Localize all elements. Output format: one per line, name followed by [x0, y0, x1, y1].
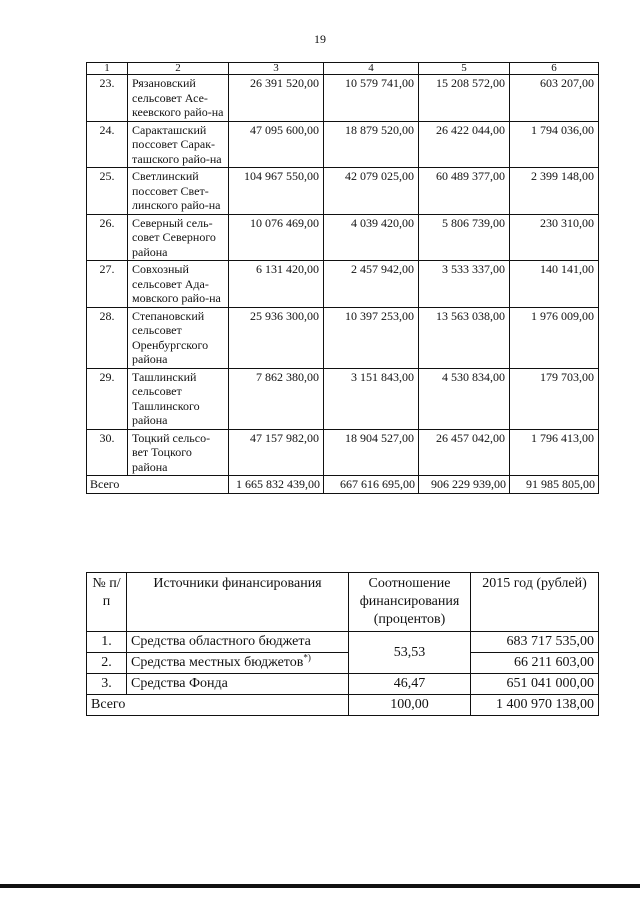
municipality-name: Степановский сельсовет Оренбургского района	[128, 307, 229, 368]
source-name: Средства местных бюджетов	[131, 655, 304, 670]
municipality-name: Ташлинский сельсовет Ташлинского района	[128, 368, 229, 429]
column-number-header-row	[87, 63, 599, 75]
table-row	[87, 307, 599, 368]
total-ratio: 100,00	[349, 695, 471, 716]
source-name-cell	[127, 653, 349, 674]
value-cell: 1 796 413,00	[510, 429, 599, 476]
row-number: 23.	[87, 75, 128, 122]
municipality-name: Тоцкий сельсо-вет Тоцкого района	[128, 429, 229, 476]
value-cell: 6 131 420,00	[229, 261, 324, 308]
value-cell: 10 397 253,00	[324, 307, 419, 368]
bottom-border-line	[0, 884, 640, 888]
column-header: 1	[87, 63, 128, 75]
value-cell: 179 703,00	[510, 368, 599, 429]
row-number: 30.	[87, 429, 128, 476]
total-cell: 91 985 805,00	[510, 476, 599, 494]
value-cell: 26 391 520,00	[229, 75, 324, 122]
value-cell: 26 422 044,00	[419, 121, 510, 168]
amount: 651 041 000,00	[471, 674, 599, 695]
municipality-name: Саракташский поссовет Сарак-ташского райо-на	[128, 121, 229, 168]
value-cell: 230 310,00	[510, 214, 599, 261]
value-cell: 15 208 572,00	[419, 75, 510, 122]
value-cell: 2 399 148,00	[510, 168, 599, 215]
source-name: Средства областного бюджета	[127, 632, 349, 653]
value-cell: 104 967 550,00	[229, 168, 324, 215]
table-total-row	[87, 695, 599, 716]
municipality-name: Рязановский сельсовет Асе-кеевского райо-на	[128, 75, 229, 122]
table-row	[87, 168, 599, 215]
municipality-name: Совхозный сельсовет Ада-мовского райо-на	[128, 261, 229, 308]
value-cell: 18 904 527,00	[324, 429, 419, 476]
value-cell: 5 806 739,00	[419, 214, 510, 261]
value-cell: 10 076 469,00	[229, 214, 324, 261]
total-cell: 1 665 832 439,00	[229, 476, 324, 494]
page-number: 19	[314, 32, 326, 46]
table-row	[87, 75, 599, 122]
value-cell: 18 879 520,00	[324, 121, 419, 168]
value-cell: 13 563 038,00	[419, 307, 510, 368]
value-cell: 1 794 036,00	[510, 121, 599, 168]
value-cell: 47 095 600,00	[229, 121, 324, 168]
source-name: Средства Фонда	[127, 674, 349, 695]
table-row	[87, 429, 599, 476]
table-row	[87, 632, 599, 653]
header-year: 2015 год (рублей)	[471, 573, 599, 632]
footnote-mark: *)	[303, 652, 311, 663]
header-number: № п/п	[87, 573, 127, 632]
municipality-name: Северный сель-совет Северного района	[128, 214, 229, 261]
value-cell: 2 457 942,00	[324, 261, 419, 308]
row-number: 27.	[87, 261, 128, 308]
header-ratio: Соотношение финансирования (процентов)	[349, 573, 471, 632]
value-cell: 10 579 741,00	[324, 75, 419, 122]
table-row	[87, 214, 599, 261]
amount: 683 717 535,00	[471, 632, 599, 653]
row-number: 26.	[87, 214, 128, 261]
table-row	[87, 121, 599, 168]
total-label: Всего	[87, 695, 349, 716]
total-label: Всего	[87, 476, 229, 494]
total-amount: 1 400 970 138,00	[471, 695, 599, 716]
value-cell: 603 207,00	[510, 75, 599, 122]
value-cell: 25 936 300,00	[229, 307, 324, 368]
value-cell: 3 533 337,00	[419, 261, 510, 308]
column-header: 4	[324, 63, 419, 75]
header-source: Источники финансирования	[127, 573, 349, 632]
value-cell: 60 489 377,00	[419, 168, 510, 215]
row-number: 1.	[87, 632, 127, 653]
funding-sources-table	[86, 572, 599, 716]
column-header: 2	[128, 63, 229, 75]
value-cell: 4 530 834,00	[419, 368, 510, 429]
ratio: 46,47	[349, 674, 471, 695]
row-number: 24.	[87, 121, 128, 168]
total-cell: 906 229 939,00	[419, 476, 510, 494]
row-number: 2.	[87, 653, 127, 674]
column-header: 6	[510, 63, 599, 75]
row-number: 29.	[87, 368, 128, 429]
table-row	[87, 653, 599, 674]
value-cell: 1 976 009,00	[510, 307, 599, 368]
value-cell: 7 862 380,00	[229, 368, 324, 429]
value-cell: 42 079 025,00	[324, 168, 419, 215]
total-cell: 667 616 695,00	[324, 476, 419, 494]
municipalities-funding-table	[86, 62, 599, 494]
value-cell: 140 141,00	[510, 261, 599, 308]
value-cell: 4 039 420,00	[324, 214, 419, 261]
table-header-row	[87, 573, 599, 632]
value-cell: 3 151 843,00	[324, 368, 419, 429]
table-total-row	[87, 476, 599, 494]
table-row	[87, 674, 599, 695]
row-number: 3.	[87, 674, 127, 695]
row-number: 28.	[87, 307, 128, 368]
municipality-name: Светлинский поссовет Свет-линского райо-на	[128, 168, 229, 215]
column-header: 5	[419, 63, 510, 75]
table-row	[87, 368, 599, 429]
merged-ratio: 53,53	[349, 632, 471, 674]
table-row	[87, 261, 599, 308]
value-cell: 47 157 982,00	[229, 429, 324, 476]
column-header: 3	[229, 63, 324, 75]
value-cell: 26 457 042,00	[419, 429, 510, 476]
row-number: 25.	[87, 168, 128, 215]
amount: 66 211 603,00	[471, 653, 599, 674]
